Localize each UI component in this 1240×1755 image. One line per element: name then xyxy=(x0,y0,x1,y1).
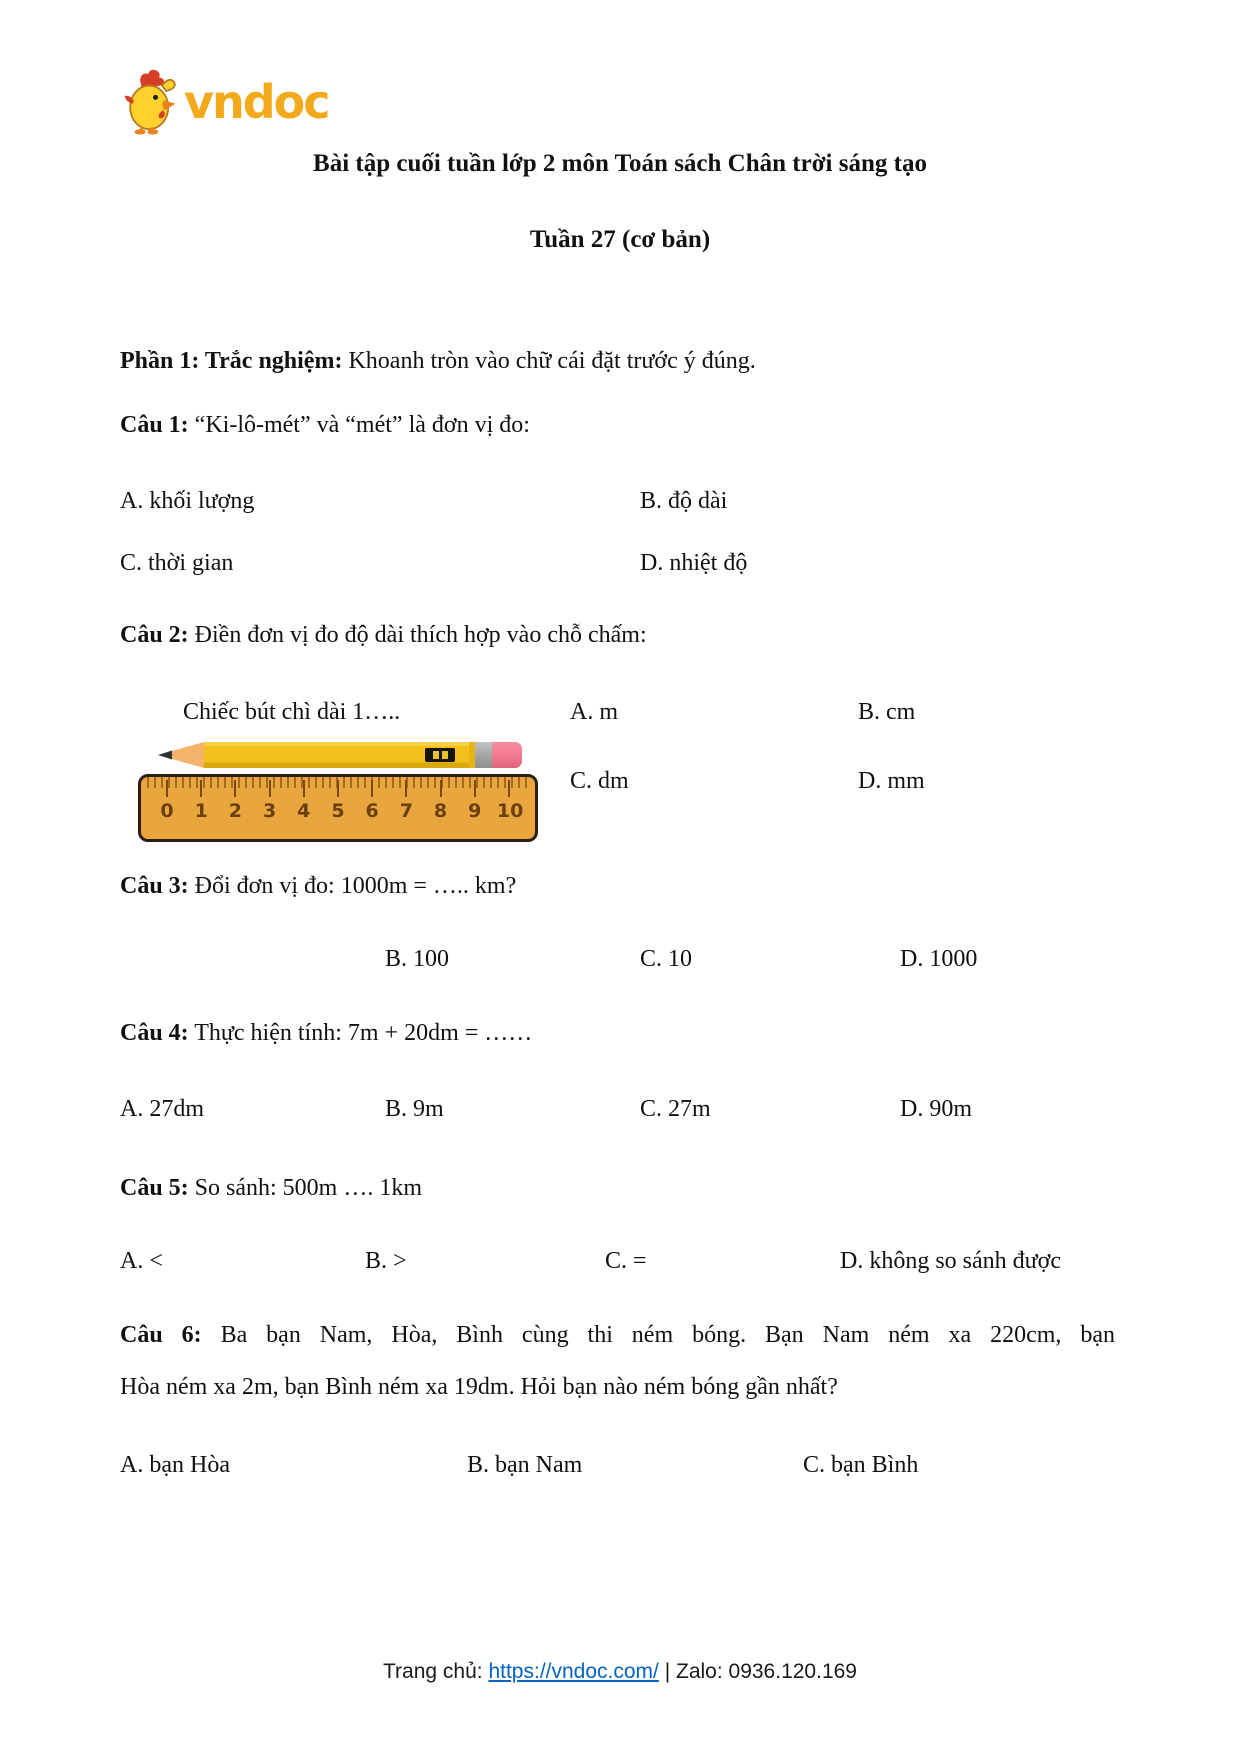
footer xyxy=(0,1660,1240,1684)
question-5-text: So sánh: 500m …. 1km xyxy=(188,1175,423,1201)
pencil-caption: Chiếc bút chì dài 1….. xyxy=(183,699,401,725)
option-q6-a: A. bạn Hòa xyxy=(120,1452,230,1478)
question-4-label: Câu 4: xyxy=(120,1020,189,1046)
question-5-label: Câu 5: xyxy=(120,1175,189,1201)
option-q6-c: C. bạn Bình xyxy=(803,1452,919,1478)
part1-label: Phần 1: Trắc nghiệm: xyxy=(120,348,343,374)
question-1-label: Câu 1: xyxy=(120,412,189,438)
ruler-number-scale xyxy=(155,780,524,822)
option-q4-c: C. 27m xyxy=(640,1096,711,1122)
page-subtitle: Tuần 27 (cơ bản) xyxy=(529,226,711,253)
ruler-number: 3 xyxy=(258,780,282,822)
option-q4-d: D. 90m xyxy=(900,1096,972,1122)
ruler-number: 8 xyxy=(429,780,453,822)
vndoc-logo xyxy=(122,66,329,136)
option-q3-c: C. 10 xyxy=(640,946,693,972)
question-1-options-row-2 xyxy=(120,548,1120,582)
pencil-badge xyxy=(425,748,455,762)
option-q1-a: A. khối lượng xyxy=(120,488,255,514)
ruler-number: 4 xyxy=(292,780,316,822)
option-q5-a: A. < xyxy=(120,1248,163,1274)
question-3-text: Đổi đơn vị đo: 1000m = ….. km? xyxy=(188,873,517,899)
option-q1-c: C. thời gian xyxy=(120,550,234,576)
question-3-label: Câu 3: xyxy=(120,873,189,899)
page-title: Bài tập cuối tuần lớp 2 môn Toán sách Chân trời sáng tạo xyxy=(313,150,927,177)
footer-prefix: Trang chủ: xyxy=(383,1660,489,1683)
option-q4-a: A. 27dm xyxy=(120,1096,204,1122)
question-1-text: “Ki-lô-mét” và “mét” là đơn vị đo: xyxy=(188,412,530,438)
pencil-body xyxy=(204,742,469,768)
question-6-options-row xyxy=(120,1450,1120,1484)
option-q3-d: D. 1000 xyxy=(900,946,978,972)
question-2-text: Điền đơn vị đo độ dài thích hợp vào chỗ chấm: xyxy=(188,622,647,648)
pencil-ferrule xyxy=(475,742,492,768)
question-1-options-row-1 xyxy=(120,486,1120,520)
option-q6-b: B. bạn Nam xyxy=(467,1452,583,1478)
question-3 xyxy=(120,871,1120,901)
question-4-text: Thực hiện tính: 7m + 20dm = …… xyxy=(188,1020,533,1046)
question-2-options-row-1 xyxy=(120,697,1120,731)
option-q5-d: D. không so sánh được xyxy=(840,1248,1062,1274)
home-link[interactable]: https://vndoc.com/ xyxy=(488,1660,659,1683)
footer-suffix: | Zalo: 0936.120.169 xyxy=(658,1660,857,1683)
question-4-options-row xyxy=(120,1094,1120,1128)
question-1 xyxy=(120,410,1120,440)
question-6-line-1 xyxy=(120,1320,1115,1350)
ruler-number: 10 xyxy=(497,780,521,822)
ruler-image xyxy=(138,774,538,842)
question-4 xyxy=(120,1018,1120,1048)
option-q2-c: C. dm xyxy=(570,768,629,794)
question-5 xyxy=(120,1173,1120,1203)
pencil-eraser xyxy=(492,742,522,768)
option-q2-a: A. m xyxy=(570,699,618,725)
option-q4-b: B. 9m xyxy=(385,1096,444,1122)
option-q2-d: D. mm xyxy=(858,768,925,794)
question-6-line-2: Hòa ném xa 2m, bạn Bình ném xa 19dm. Hỏi bạn nào ném bóng gần nhất? xyxy=(120,1374,838,1400)
chicken-mascot-icon xyxy=(122,66,180,136)
option-q5-c: C. = xyxy=(605,1248,647,1274)
ruler-number: 2 xyxy=(223,780,247,822)
part1-instruction: Khoanh tròn vào chữ cái đặt trước ý đúng. xyxy=(342,348,756,374)
ruler-number: 1 xyxy=(189,780,213,822)
ruler-number: 5 xyxy=(326,780,350,822)
part1-heading xyxy=(120,346,1120,376)
pencil-tip xyxy=(158,740,204,770)
ruler-number: 7 xyxy=(394,780,418,822)
question-3-options-row xyxy=(120,944,1120,978)
ruler-number: 0 xyxy=(155,780,179,822)
option-q3-b: B. 100 xyxy=(385,946,450,972)
pencil-image xyxy=(158,740,522,770)
option-q1-b: B. độ dài xyxy=(640,488,728,514)
question-5-options-row xyxy=(120,1246,1120,1280)
option-q1-d: D. nhiệt độ xyxy=(640,550,748,576)
question-2 xyxy=(120,620,1120,650)
question-2-label: Câu 2: xyxy=(120,622,189,648)
logo-wordmark: vndoc xyxy=(184,75,329,129)
question-6-text-line-1: Ba bạn Nam, Hòa, Bình cùng thi ném bóng. Bạn Nam ném xa 220cm, bạn xyxy=(201,1322,1115,1348)
ruler-number: 6 xyxy=(360,780,384,822)
option-q2-b: B. cm xyxy=(858,699,916,725)
question-6-label: Câu 6: xyxy=(120,1322,202,1348)
ruler-number: 9 xyxy=(463,780,487,822)
option-q5-b: B. > xyxy=(365,1248,407,1274)
